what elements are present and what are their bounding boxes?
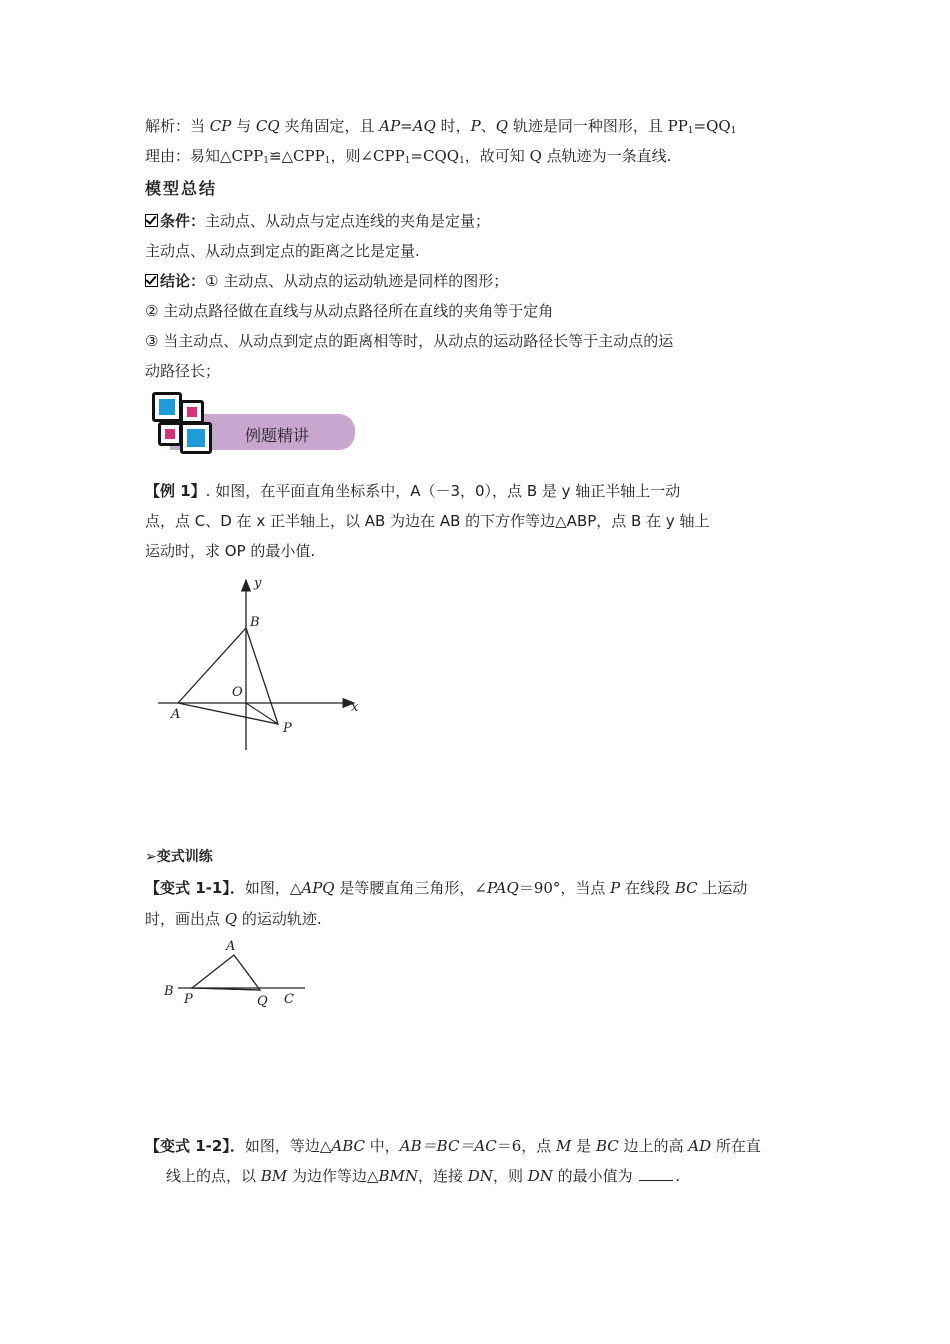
text: 如图，等边△ <box>244 1137 332 1155</box>
answer-blank[interactable] <box>639 1180 673 1181</box>
text: ，连接 <box>418 1167 468 1185</box>
label-a: A <box>226 939 236 954</box>
math-ap-aq: AP=AQ <box>379 117 436 135</box>
label-c: C <box>284 992 294 1007</box>
math: BM <box>260 1167 288 1185</box>
label-x: x <box>351 700 359 715</box>
example1-line-1 <box>145 481 680 501</box>
math: ABC <box>331 1137 365 1155</box>
condition-line-2: 主动点、从动点到定点的距离之比是定量. <box>145 242 420 260</box>
text: 是等腰直角三角形，∠ <box>334 879 487 897</box>
example1-label: 【例 1】 <box>145 482 206 500</box>
text: 夹角固定，且 <box>279 117 380 135</box>
math-cq: CQ <box>255 117 280 135</box>
text: 的运动轨迹. <box>237 910 322 928</box>
text: 是 <box>571 1137 596 1155</box>
text: 的最小值为 <box>552 1167 638 1185</box>
label-y: y <box>254 576 262 591</box>
text: 为边作等边△ <box>287 1167 379 1185</box>
subscript: 1 <box>459 156 465 166</box>
label-b: B <box>164 984 174 999</box>
subscript: 1 <box>730 126 737 136</box>
math: PAQ <box>486 879 519 897</box>
label-a: A <box>171 707 181 722</box>
condition-line <box>145 211 490 231</box>
text: 线上的点，以 <box>166 1167 261 1185</box>
math-p: P <box>470 117 481 135</box>
coordinate-figure <box>150 572 370 757</box>
math: AD <box>688 1137 712 1155</box>
subscript: 1 <box>324 156 331 166</box>
label-b: B <box>250 615 260 630</box>
text: 时， <box>435 117 471 135</box>
label-q: Q <box>257 994 268 1009</box>
text: 与 <box>231 117 256 135</box>
label-o: O <box>232 685 243 700</box>
triangle-figure <box>160 933 310 1013</box>
label-p: P <box>184 992 193 1007</box>
text: 解析：当 <box>145 117 210 135</box>
variation-title: 变式训练 <box>156 849 213 865</box>
math: Q <box>224 910 238 928</box>
text: ≌△CPP <box>268 147 325 165</box>
triangle-abp <box>178 628 278 724</box>
math: DN <box>467 1167 493 1185</box>
text: 中， <box>365 1137 400 1155</box>
math: BC <box>595 1137 619 1155</box>
variation1-label: 【变式 1-1】． <box>145 879 245 897</box>
variation1-line-2 <box>145 909 322 929</box>
math-cp: CP <box>209 117 232 135</box>
text: 时，画出点 <box>145 910 225 928</box>
condition-text: 主动点、从动点与定点连线的夹角是定量； <box>205 212 491 230</box>
condition-label: 条件： <box>160 212 206 230</box>
text: . 如图，在平面直角坐标系中，A（－3，0），点 B 是 y 轴正半轴上一动 <box>205 482 681 500</box>
math: DN <box>527 1167 553 1185</box>
text: 、 <box>480 117 496 135</box>
text: =CQQ <box>410 147 460 165</box>
conclusion-line-4: 动路径长； <box>145 362 221 380</box>
example1-line-2: 点，点 C、D 在 x 正半轴上，以 AB 为边在 AB 的下方作等边△ABP，点 B 在 y 轴上 <box>145 512 710 530</box>
triangle-apq <box>192 955 260 990</box>
conclusion-line-2: ② 主动点路径做在直线与从动点路径所在直线的夹角等于定角 <box>145 302 554 320</box>
variation2-line-2 <box>166 1166 680 1186</box>
analysis-line-1 <box>145 116 736 141</box>
variation-heading <box>145 847 213 867</box>
math: M <box>556 1137 572 1155</box>
text: 所在直 <box>711 1137 761 1155</box>
checkbox-icon <box>145 214 158 227</box>
text: ，则∠CPP <box>330 147 405 165</box>
math: APQ <box>301 879 335 897</box>
math: BC <box>674 879 698 897</box>
conclusion-text: ① 主动点、从动点的运动轨迹是同样的图形； <box>205 272 509 290</box>
example-banner <box>150 392 355 458</box>
text: . <box>675 1167 681 1185</box>
subscript: 1 <box>404 156 411 166</box>
example1-line-3: 运动时，求 OP 的最小值. <box>145 542 316 560</box>
variation2-line-1 <box>145 1136 761 1156</box>
text: 轨迹是同一种图形，且 PP <box>508 117 688 135</box>
analysis-line-2 <box>145 146 671 171</box>
summary-heading: 模型总结 <box>145 179 218 198</box>
text: 理由：易知△CPP <box>145 147 264 165</box>
math: AB＝BC＝AC <box>399 1137 497 1155</box>
text: =QQ <box>693 117 731 135</box>
text: 如图，△ <box>244 879 302 897</box>
checkbox-icon <box>145 274 158 287</box>
text: ＝90°，当点 <box>518 879 611 897</box>
math: BMN <box>378 1167 418 1185</box>
variation2-label: 【变式 1-2】． <box>145 1137 245 1155</box>
conclusion-line-3: ③ 当主动点、从动点到定点的距离相等时，从动点的运动路径长等于主动点的运 <box>145 332 674 350</box>
text: ，则 <box>492 1167 528 1185</box>
subscript: 1 <box>687 126 694 136</box>
text: 边上的高 <box>618 1137 689 1155</box>
text: 上运动 <box>697 879 748 897</box>
math: P <box>610 879 621 897</box>
label-p: P <box>283 721 292 736</box>
subscript: 1 <box>263 156 269 166</box>
conclusion-label: 结论： <box>160 272 206 290</box>
text: 在线段 <box>620 879 675 897</box>
arrow-bullet-icon: ➢ <box>145 849 157 865</box>
banner-title: 例题精讲 <box>245 426 310 445</box>
conclusion-line <box>145 271 508 291</box>
variation1-line-1 <box>145 878 747 898</box>
text: ＝6，点 <box>496 1137 557 1155</box>
text: ，故可知 Q 点轨迹为一条直线. <box>464 147 672 165</box>
math-q: Q <box>495 117 509 135</box>
